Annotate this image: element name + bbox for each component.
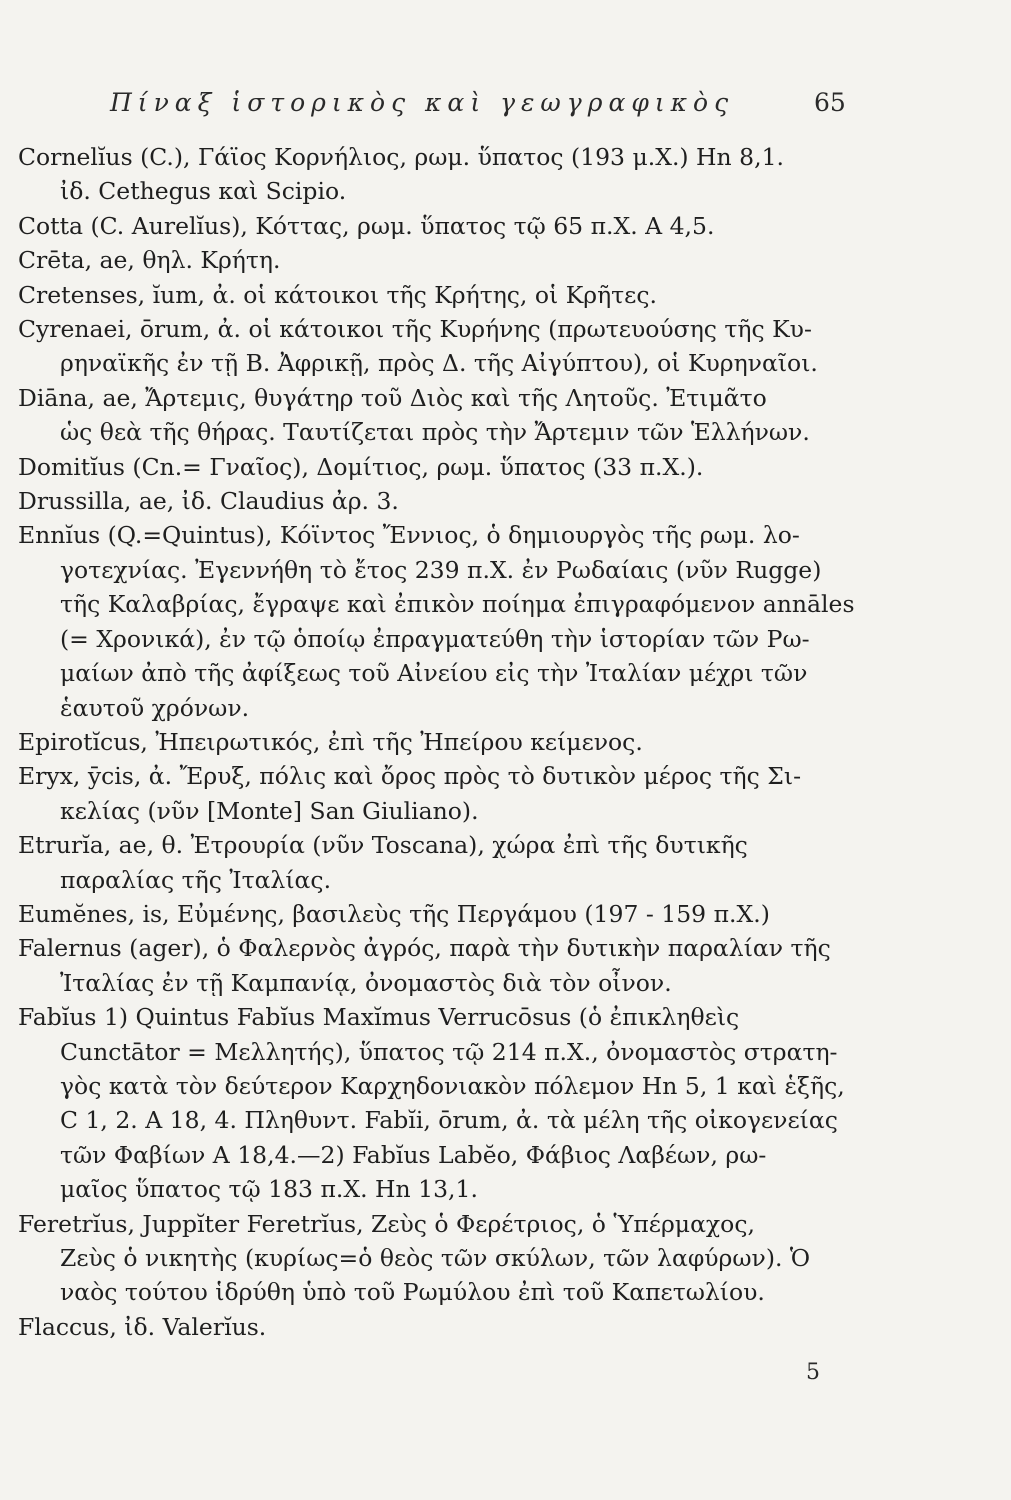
entry-continuation: παραλίας τῆς Ἰταλίας. xyxy=(60,865,332,894)
entry-continuation: τῆς Καλαβρίας, ἔγραψε καὶ ἐπικὸν ποίημα ἐπιγραφόμενον annāles xyxy=(60,590,855,619)
entry-continuation: Ζεὺς ὁ νικητὴς (κυρίως=ὁ θεὸς τῶν σκύλων, τῶν λαφύρων). Ὁ xyxy=(60,1244,811,1272)
entry-continuation: ὡς θεὰ τῆς θήρας. Ταυτίζεται πρὸς τὴν Ἄρτεμιν τῶν Ἑλλήνων. xyxy=(60,418,810,447)
entry-continuation: ἑαυτοῦ χρόνων. xyxy=(60,693,250,722)
index-entry xyxy=(18,140,888,209)
entry-continuation: Ἰταλίας ἐν τῇ Καμπανίᾳ, ὀνομαστὸς διὰ τὸν οἶνον. xyxy=(60,968,672,997)
index-entry xyxy=(18,828,888,897)
index-entry xyxy=(18,243,888,277)
entry-headline: Feretrĭus, Juppĭter Feretrĭus, Ζεὺς ὁ Φερέτριος, ὁ Ὑπέρμαχος, xyxy=(18,1209,755,1238)
entry-headline: Crēta, ae, θηλ. Κρήτη. xyxy=(18,246,281,275)
entry-continuation: ἰδ. Cethegus καὶ Scipio. xyxy=(60,177,347,206)
entry-headline: Cretenses, ĭum, ἀ. οἱ κάτοικοι τῆς Κρήτης, οἱ Κρῆτες. xyxy=(18,280,657,309)
entry-headline: Cyrenaei, ōrum, ἀ. οἱ κάτοικοι τῆς Κυρήνης (πρωτευούσης τῆς Κυ- xyxy=(18,315,812,344)
entry-continuation: C 1, 2. A 18, 4. Πληθυντ. Fabĭi, ōrum, ἀ. τὰ μέλη τῆς οἰκογενείας xyxy=(60,1106,838,1135)
index-entry xyxy=(18,1310,888,1344)
entry-headline: Drussilla, ae, ἰδ. Claudius ἀρ. 3. xyxy=(18,487,399,516)
entry-continuation: τῶν Φαβίων A 18,4.—2) Fabĭus Labĕo, Φάβιος Λαβέων, ρω- xyxy=(60,1140,767,1169)
entry-headline: Ennĭus (Q.=Quintus), Κόϊντος Ἔννιος, ὁ δημιουργὸς τῆς ρωμ. λο- xyxy=(18,521,800,550)
index-entry xyxy=(18,1000,888,1206)
entry-headline: Cornelĭus (C.), Γάϊος Κορνήλιος, ρωμ. ὕπατος (193 μ.Χ.) Hn 8,1. xyxy=(18,143,784,171)
entry-continuation: μαίων ἀπὸ τῆς ἀφίξεως τοῦ Αἰνείου εἰς τὴν Ἰταλίαν μέχρι τῶν xyxy=(60,659,808,688)
index-entry xyxy=(18,897,888,931)
entry-headline: Cotta (C. Aurelĭus), Κόττας, ρωμ. ὕπατος τῷ 65 π.Χ. A 4,5. xyxy=(18,211,715,240)
entry-continuation: κελίας (νῦν [Monte] San Giuliano). xyxy=(60,796,479,825)
entry-headline: Falernus (ager), ὁ Φαλερνὸς ἀγρός, παρὰ τὴν δυτικὴν παραλίαν τῆς xyxy=(18,934,831,963)
index-entry xyxy=(18,450,888,484)
index-entry xyxy=(18,518,888,724)
signature-mark: 5 xyxy=(806,1360,820,1385)
entry-headline: Etrurĭa, ae, θ. Ἐτρουρία (νῦν Toscana), χώρα ἐπὶ τῆς δυτικῆς xyxy=(18,831,748,860)
entry-headline: Flaccus, ἰδ. Valerĭus. xyxy=(18,1312,267,1341)
entry-headline: Fabĭus 1) Quintus Fabĭus Maxĭmus Verrucōsus (ὁ ἐπικληθεὶς xyxy=(18,1003,740,1032)
index-entry xyxy=(18,931,888,1000)
running-title: Πίναξ ἱστορικὸς καὶ γεωγραφικὸς xyxy=(110,88,735,117)
page-number: 65 xyxy=(814,88,846,117)
index-entry xyxy=(18,484,888,518)
entry-headline: Epirotĭcus, Ἠπειρωτικός, ἐπὶ τῆς Ἠπείρου κείμενος. xyxy=(18,727,643,756)
entry-continuation: (= Χρονικά), ἐν τῷ ὁποίῳ ἐπραγματεύθη τὴν ἱστορίαν τῶν Ρω- xyxy=(60,624,810,653)
entry-continuation: γοτεχνίας. Ἐγεννήθη τὸ ἔτος 239 π.Χ. ἐν Ρωδαίαις (νῦν Rugge) xyxy=(60,555,822,584)
entry-continuation: Cunctātor = Μελλητής), ὕπατος τῷ 214 π.Χ., ὀνομαστὸς στρατη- xyxy=(60,1037,838,1066)
index-entry xyxy=(18,209,888,243)
entry-continuation: γὸς κατὰ τὸν δεύτερον Καρχηδονιακὸν πόλεμον Hn 5, 1 καὶ ἑξῆς, xyxy=(60,1071,845,1100)
index-entry xyxy=(18,1207,888,1310)
entry-headline: Domitĭus (Cn.= Γναῖος), Δομίτιος, ρωμ. ὕπατος (33 π.Χ.). xyxy=(18,452,704,481)
entry-continuation: μαῖος ὕπατος τῷ 183 π.Χ. Hn 13,1. xyxy=(60,1175,478,1204)
entry-list xyxy=(18,140,888,1344)
index-entry xyxy=(18,278,888,312)
entry-continuation: ρηναϊκῆς ἐν τῇ Β. Ἀφρικῇ, πρὸς Δ. τῆς Αἰγύπτου), οἱ Κυρηναῖοι. xyxy=(60,349,818,378)
index-entry xyxy=(18,759,888,828)
entry-headline: Eumĕnes, is, Εὐμένης, βασιλεὺς τῆς Περγάμου (197 - 159 π.Χ.) xyxy=(18,899,770,928)
entry-headline: Eryx, ȳcis, ἀ. Ἔρυξ, πόλις καὶ ὄρος πρὸς τὸ δυτικὸν μέρος τῆς Σι- xyxy=(18,762,802,791)
index-entry xyxy=(18,381,888,450)
entry-headline: Diāna, ae, Ἄρτεμις, θυγάτηρ τοῦ Διὸς καὶ τῆς Λητοῦς. Ἐτιμᾶτο xyxy=(18,383,767,412)
entry-continuation: ναὸς τούτου ἱδρύθη ὑπὸ τοῦ Ρωμύλου ἐπὶ τοῦ Καπετωλίου. xyxy=(60,1278,765,1307)
index-entry xyxy=(18,725,888,759)
index-entry xyxy=(18,312,888,381)
